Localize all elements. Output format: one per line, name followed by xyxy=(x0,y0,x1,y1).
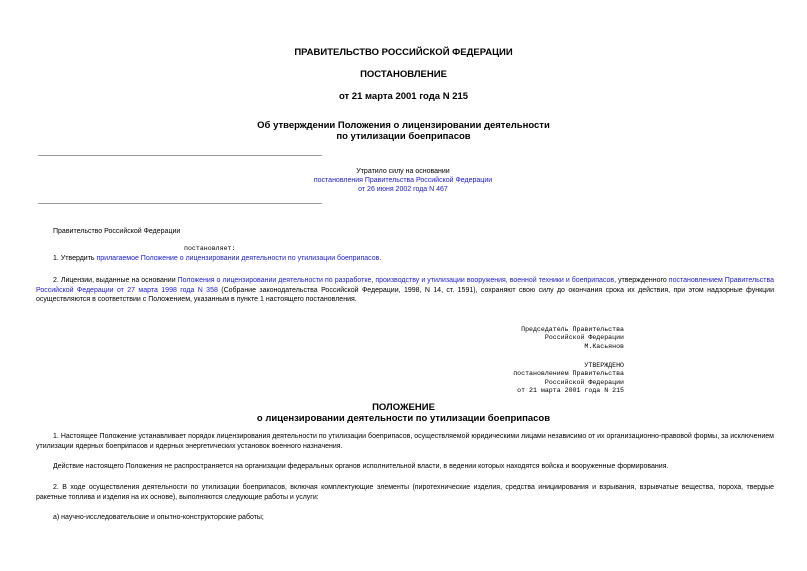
signature-line3: М.Касьянов xyxy=(584,342,624,350)
status-line1: Утратило силу на основании xyxy=(356,168,450,175)
approved-line2: постановлением Правительства xyxy=(513,370,624,378)
signature-block xyxy=(521,326,624,351)
paragraph-2-prefix: 2. Лицензии, выданные на основании xyxy=(53,277,178,284)
regulation-paragraph-2: 2. В ходе осуществления деятельности по утилизации боеприпасов, включая комплектующие элементы (пиротехнические изделия, средства инициирования и взрывания, взрывчатые вещества, пороха, твердые ракетные топлива и изделия на их основе), выполняются следующие работы и услуги: xyxy=(36,484,774,501)
status-repeal-date-link[interactable]: от 26 июня 2002 года N 467 xyxy=(358,186,448,193)
regulation-title xyxy=(0,402,807,424)
regulation-title-line2: о лицензировании деятельности по утилизации боеприпасов xyxy=(256,413,551,424)
decrees-text: постановляет: xyxy=(184,245,236,252)
document-date-number: от 21 марта 2001 года N 215 xyxy=(338,91,469,102)
regulation-paragraph-1: 1. Настоящее Положение устанавливает порядок лицензирования деятельности по утилизации боеприпасов, осуществляемой юридическими лицами независимо от их организационно-правовой формы, за исключением утилизации ядерных боеприпасов и ядерных энергетических установок военного назначения. xyxy=(36,433,774,450)
government-heading: ПРАВИТЕЛЬСТВО РОССИЙСКОЙ ФЕДЕРАЦИИ xyxy=(294,47,513,58)
approved-regulation-link[interactable]: прилагаемое Положение о лицензировании деятельности по утилизации боеприпасов xyxy=(96,255,380,262)
previous-regulation-link[interactable]: Положения о лицензировании деятельности по разработке, производству и утилизации вооружения, военной техники и боеприпасов xyxy=(177,277,615,284)
regulation-paragraph-2a: а) научно-исследовательские и опытно-конструкторские работы; xyxy=(53,514,264,521)
paragraph-2 xyxy=(36,276,774,305)
signature-line2: Российской Федерации xyxy=(544,334,624,342)
document-title-line1: Об утверждении Положения о лицензировании деятельности xyxy=(257,120,550,131)
decree-358-link[interactable]: постановлением Правительства Российской Федерации от 27 марта 1998 года N 358 xyxy=(36,277,774,294)
status-repeal-link[interactable]: постановления Правительства Российской Федерации xyxy=(313,177,493,184)
divider-bottom xyxy=(38,203,322,204)
paragraph-1 xyxy=(53,254,381,263)
regulation-paragraph-1b: Действие настоящего Положения не распространяется на организации федеральных органов исполнительной власти, в ведении которых находятся войска и вооруженные формирования. xyxy=(53,463,669,470)
approved-line1: УТВЕРЖДЕНО xyxy=(584,362,624,369)
paragraph-2-rest: (Собрание законодательства Российской Федерации, 1998, N 14, ст. 1591), сохраняют свою силу до окончания срока их действия, при этом надзорные функции осуществляются в соответствии с Положением, указанным в пункте 1 настоящего постановления. xyxy=(36,286,774,304)
approved-line4: от 21 марта 2001 года N 215 xyxy=(517,387,624,395)
paragraph-2-mid: , утвержденного xyxy=(614,277,669,284)
signature-line1: Председатель Правительства xyxy=(521,326,624,333)
regulation-title-line1: ПОЛОЖЕНИЕ xyxy=(372,402,435,413)
status-note xyxy=(300,167,506,194)
approved-block xyxy=(513,362,624,396)
approved-line3: Российской Федерации xyxy=(544,378,624,386)
document-type: ПОСТАНОВЛЕНИЕ xyxy=(360,69,447,80)
paragraph-1-suffix: . xyxy=(379,255,382,262)
paragraph-1-prefix: 1. Утвердить xyxy=(53,255,97,262)
document-title xyxy=(0,120,807,142)
intro-text: Правительство Российской Федерации xyxy=(53,228,181,235)
divider-top xyxy=(38,155,322,156)
document-title-line2: по утилизации боеприпасов xyxy=(336,131,471,142)
